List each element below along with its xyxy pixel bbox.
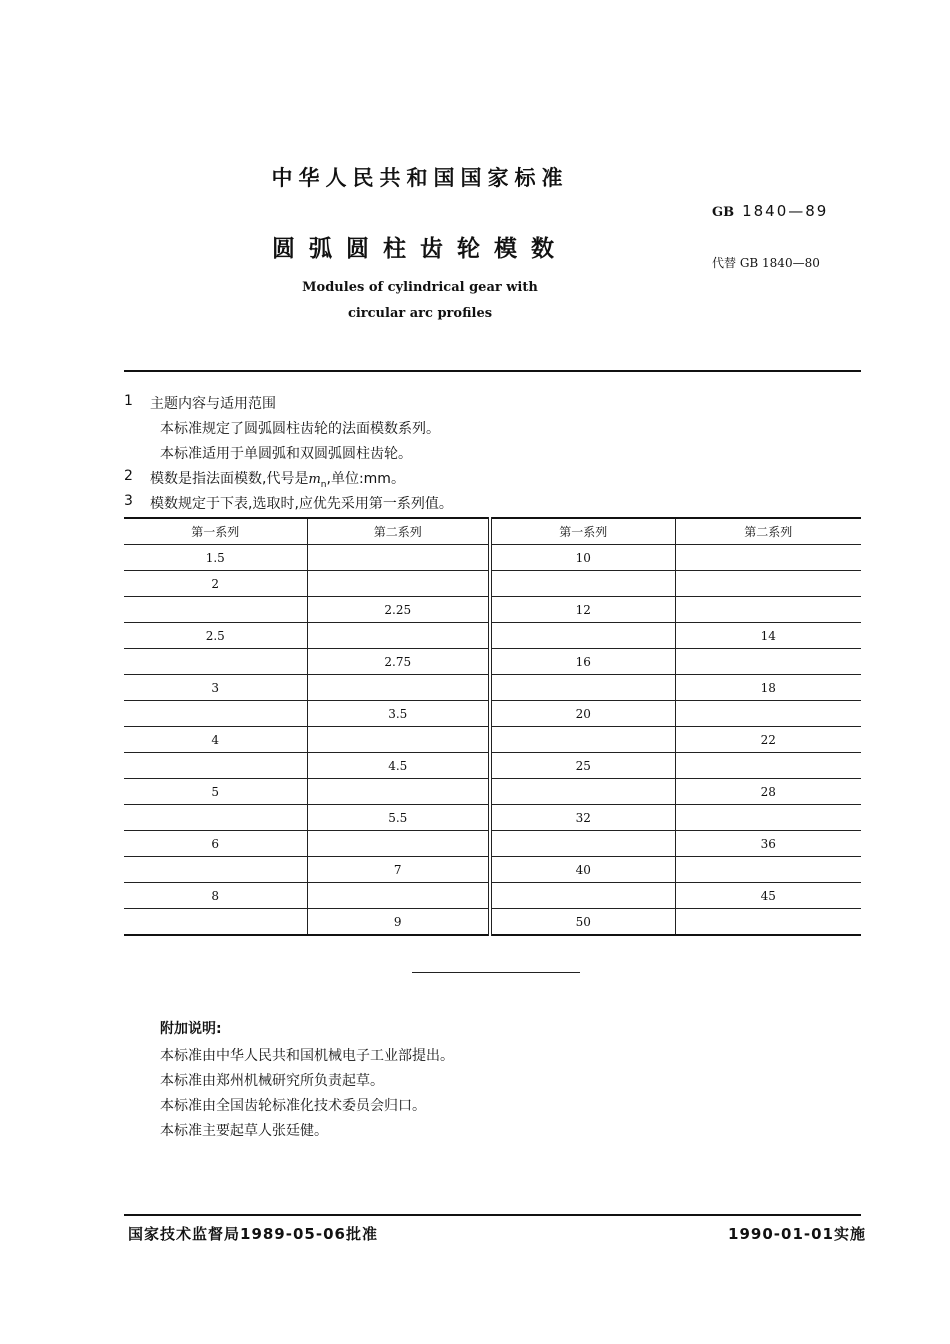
table-cell: 8	[124, 883, 307, 909]
table-cell	[675, 857, 861, 883]
table-cell: 22	[675, 727, 861, 753]
standard-number	[712, 202, 828, 220]
table-cell: 3.5	[307, 701, 490, 727]
table-cell	[490, 779, 675, 805]
table-cell	[490, 675, 675, 701]
notes-heading: 附加说明:	[160, 1021, 222, 1037]
table-cell	[307, 883, 490, 909]
standard-number-value: 1840—89	[742, 202, 829, 220]
table-cell	[307, 545, 490, 571]
table-row	[124, 675, 861, 701]
module-series-table	[124, 517, 861, 936]
section-1-paragraph-1: 本标准规定了圆弧圆柱齿轮的法面模数系列。	[160, 421, 440, 437]
table-cell	[675, 649, 861, 675]
table-cell: 7	[307, 857, 490, 883]
table-row	[124, 909, 861, 936]
table-cell: 2	[124, 571, 307, 597]
table-cell	[490, 883, 675, 909]
section-1-paragraph-2: 本标准适用于单圆弧和双圆弧圆柱齿轮。	[160, 446, 412, 462]
table-row	[124, 571, 861, 597]
document-title-cn: 圆弧圆柱齿轮模数	[272, 236, 568, 262]
table-cell	[124, 909, 307, 936]
table-row	[124, 727, 861, 753]
table-cell	[124, 701, 307, 727]
table-cell: 2.25	[307, 597, 490, 623]
table-cell	[307, 831, 490, 857]
table-cell: 16	[490, 649, 675, 675]
table-cell	[675, 701, 861, 727]
table-cell	[675, 753, 861, 779]
gb-prefix: GB	[712, 205, 735, 220]
table-cell	[675, 545, 861, 571]
table-cell	[124, 649, 307, 675]
header-series-1-left: 第一系列	[124, 518, 307, 545]
table-cell: 4	[124, 727, 307, 753]
table-row	[124, 545, 861, 571]
table-row	[124, 883, 861, 909]
table-cell	[124, 805, 307, 831]
table-cell	[675, 597, 861, 623]
table-cell	[307, 675, 490, 701]
replaces-standard: 代替 GB 1840—80	[712, 256, 820, 270]
table-cell: 4.5	[307, 753, 490, 779]
table-row	[124, 831, 861, 857]
header-divider	[124, 370, 861, 372]
table-cell: 3	[124, 675, 307, 701]
table-row	[124, 623, 861, 649]
note-line-3: 本标准由全国齿轮标准化技术委员会归口。	[160, 1098, 426, 1114]
table-cell	[490, 831, 675, 857]
section-3-number: 3	[124, 493, 133, 509]
table-cell: 2.75	[307, 649, 490, 675]
section-2-text-after: ,单位:mm。	[326, 471, 405, 487]
table-cell	[675, 909, 861, 936]
table-cell	[490, 571, 675, 597]
section-1-title: 主题内容与适用范围	[150, 396, 276, 412]
table-cell: 1.5	[124, 545, 307, 571]
table-cell: 20	[490, 701, 675, 727]
table-cell	[307, 571, 490, 597]
table-row	[124, 857, 861, 883]
table-cell: 2.5	[124, 623, 307, 649]
table-cell	[675, 571, 861, 597]
table-cell	[124, 597, 307, 623]
table-cell	[124, 857, 307, 883]
table-row	[124, 805, 861, 831]
note-line-4: 本标准主要起草人张廷健。	[160, 1123, 328, 1139]
national-standard-heading: 中华人民共和国国家标准	[271, 166, 569, 190]
table-cell: 5.5	[307, 805, 490, 831]
table-cell: 36	[675, 831, 861, 857]
section-1-number: 1	[124, 393, 133, 409]
table-cell: 6	[124, 831, 307, 857]
header-series-2-left: 第二系列	[307, 518, 490, 545]
document-title-en-line2: circular arc profiles	[347, 306, 493, 321]
document-title-en-line1: Modules of cylindrical gear with	[302, 280, 538, 295]
table-cell: 32	[490, 805, 675, 831]
table-cell	[490, 623, 675, 649]
table-cell	[124, 753, 307, 779]
note-line-1: 本标准由中华人民共和国机械电子工业部提出。	[160, 1048, 454, 1064]
table-row	[124, 753, 861, 779]
section-3-text: 模数规定于下表,选取时,应优先采用第一系列值。	[150, 496, 453, 512]
footer-divider	[124, 1214, 861, 1216]
section-2-text	[150, 468, 405, 490]
approval-date: 国家技术监督局1989-05-06批准	[128, 1225, 378, 1243]
header-series-1-right: 第一系列	[490, 518, 675, 545]
section-2-text-before: 模数是指法面模数,代号是	[150, 471, 309, 487]
table-cell	[490, 727, 675, 753]
effective-date: 1990-01-01实施	[728, 1225, 866, 1243]
table-cell: 50	[490, 909, 675, 936]
table-row	[124, 701, 861, 727]
table-cell	[307, 779, 490, 805]
header-series-2-right: 第二系列	[675, 518, 861, 545]
table-cell: 10	[490, 545, 675, 571]
table-row	[124, 779, 861, 805]
table-cell: 5	[124, 779, 307, 805]
module-symbol: m	[308, 472, 321, 487]
table-row	[124, 597, 861, 623]
table-cell	[307, 623, 490, 649]
table-cell: 25	[490, 753, 675, 779]
table-header-row	[124, 518, 861, 545]
module-symbol-subscript: n	[320, 479, 327, 490]
table-row	[124, 649, 861, 675]
notes-separator	[412, 972, 580, 973]
section-2-number: 2	[124, 468, 133, 484]
table-cell	[307, 727, 490, 753]
table-cell: 9	[307, 909, 490, 936]
table-cell: 12	[490, 597, 675, 623]
note-line-2: 本标准由郑州机械研究所负责起草。	[160, 1073, 384, 1089]
table-cell: 40	[490, 857, 675, 883]
table-cell: 45	[675, 883, 861, 909]
table-cell: 14	[675, 623, 861, 649]
table-cell	[675, 805, 861, 831]
table-cell: 28	[675, 779, 861, 805]
table-cell: 18	[675, 675, 861, 701]
